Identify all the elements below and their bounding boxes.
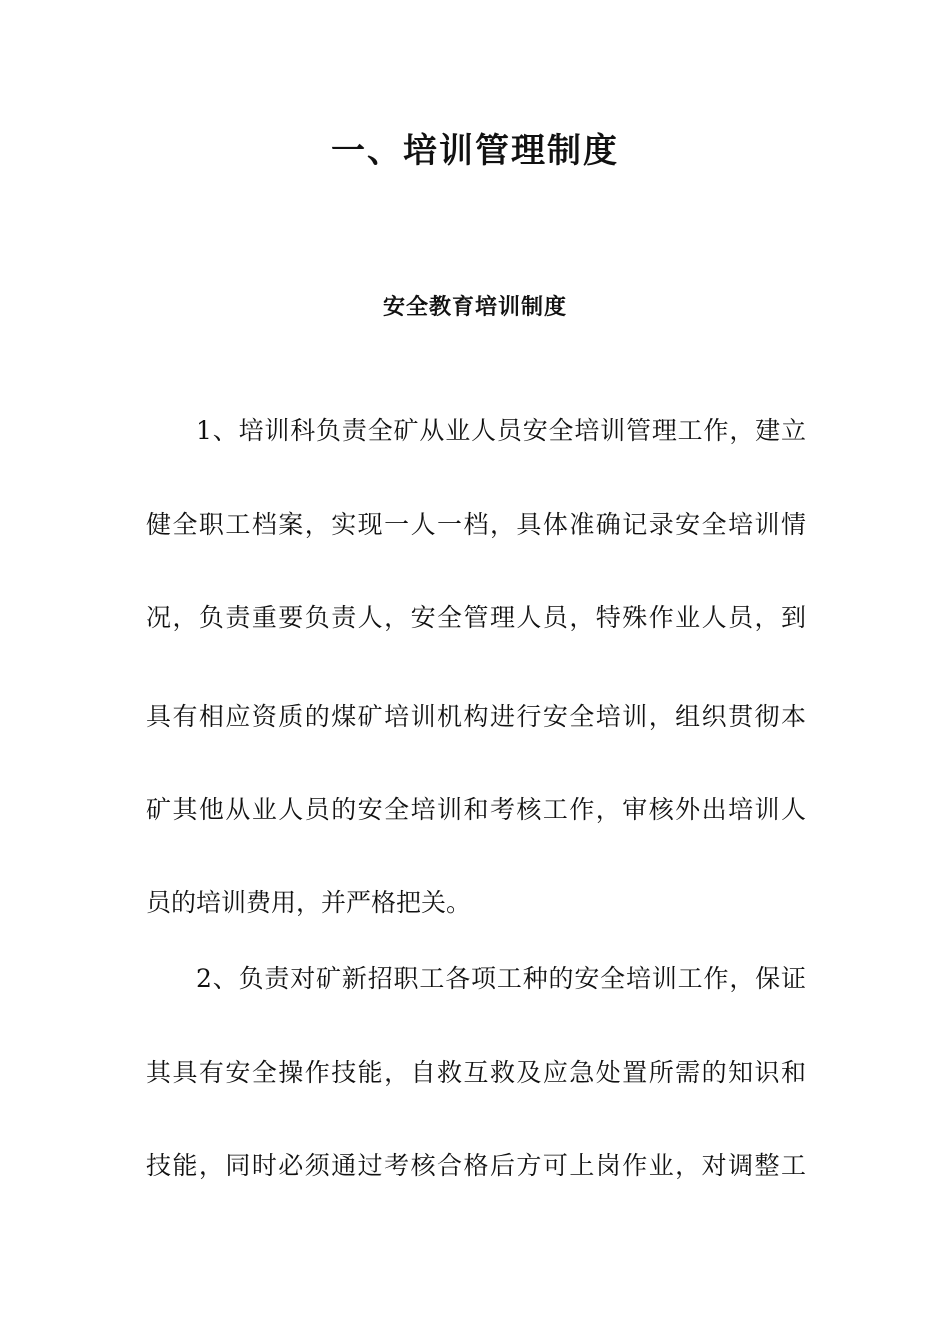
- paragraph-line: 况，负责重要负责人，安全管理人员，特殊作业人员，到: [146, 603, 806, 632]
- paragraph-line: 技能，同时必须通过考核合格后方可上岗作业，对调整工: [146, 1151, 806, 1180]
- paragraph-line: 矿其他从业人员的安全培训和考核工作，审核外出培训人: [146, 795, 806, 824]
- section-subtitle: 安全教育培训制度: [382, 294, 567, 320]
- page-title: 一、培训管理制度: [331, 131, 619, 171]
- paragraph-line: 其具有安全操作技能，自救互救及应急处置所需的知识和: [146, 1058, 806, 1087]
- paragraph-line: 1、培训科负责全矿从业人员安全培训管理工作，建立: [196, 416, 806, 445]
- paragraph-line: 健全职工档案，实现一人一档，具体准确记录安全培训情: [146, 510, 806, 539]
- paragraph-line: 具有相应资质的煤矿培训机构进行安全培训，组织贯彻本: [146, 702, 806, 731]
- paragraph-line: 员的培训费用，并严格把关。: [146, 888, 472, 917]
- paragraph-line: 2、负责对矿新招职工各项工种的安全培训工作，保证: [196, 964, 806, 993]
